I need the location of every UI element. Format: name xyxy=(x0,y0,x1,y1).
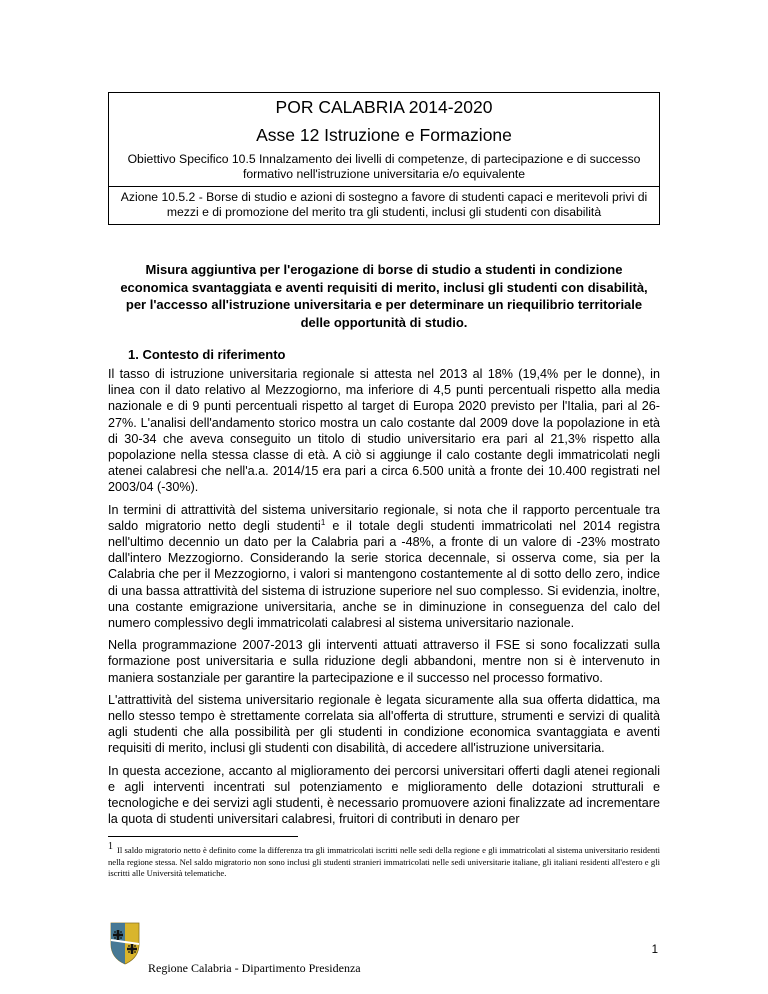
paragraph-part: In termini di attrattività del sistema universitario regionale, si nota che il rapporto percentuale tra saldo migratorio netto degli studenti xyxy=(108,502,660,533)
document-title: POR CALABRIA 2014-2020 xyxy=(275,97,493,117)
footnote-text: Il saldo migratorio netto è definito come la differenza tra gli immatricolati iscritti nelle sedi della regione e gli immatricolati al sistema universitario residenti nella regione stessa. Nel saldo migratorio non sono inclusi gli studenti stranieri immatricolati nelle sedi universitarie italiane, gli italiani residenti all'estero e gli iscritti alle Università telematiche. xyxy=(108,845,660,878)
azione-text: Azione 10.5.2 - Borse di studio e azioni di sostegno a favore di studenti capaci e meritevoli privi di mezzi e di promozione del merito tra gli studenti, inclusi gli studenti con disabilità xyxy=(109,186,659,224)
asse-title: Asse 12 Istruzione e Formazione xyxy=(256,125,512,145)
misura-title: Misura aggiuntiva per l'erogazione di borse di studio a studenti in condizione economica svantaggiata e aventi requisiti di merito, inclusi gli studenti con disabilità, per l'accesso all'istruzione universitaria e per determinare un riequilibrio territoriale delle opportunità di studio. xyxy=(120,262,648,330)
paragraph: In questa accezione, accanto al miglioramento dei percorsi universitari offerti dagli atenei regionali e agli interventi incentrati sul potenziamento e miglioramento delle dotazioni strutturali e tecnologiche e dei servizi agli studenti, è necessario promuovere azioni finalizzate ad incrementare la quota di studenti universitari calabresi, fruitori di contributi in denaro per xyxy=(108,763,660,827)
obiettivo-specifico: Obiettivo Specifico 10.5 Innalzamento dei livelli di competenze, di partecipazione e di successo formativo nell'istruzione universitaria e/o equivalente xyxy=(127,152,641,181)
paragraph: L'attrattività del sistema universitario regionale è legata sicuramente alla sua offerta didattica, ma nello stesso tempo è strettamente correlata sia all'offerta di strutture, strumenti e servizi di qualità agli studenti che alla possibilità per gli studenti in condizione economica svantaggiata e aventi requisiti di merito, inclusi gli studenti con disabilità, di accedere all'istruzione universitaria. xyxy=(108,692,660,756)
paragraph: Il tasso di istruzione universitaria regionale si attesta nel 2013 al 18% (19,4% per le donne), in linea con il dato relativo al Mezzogiorno, ma inferiore di 4,5 punti percentuali rispetto alla media nazionale e di 9 punti percentuali rispetto al target di Europa 2020 previsto per l'Italia, pari al 26-27%. L'analisi dell'andamento storico mostra un calo costante dal 2009 dove la popolazione in età di 30-34 che aveva conseguito un titolo di studio universitario era pari al 21,3% rispetto alla popolazione nella stessa classe di età. A ciò si aggiunge il calo costante degli immatricolati negli atenei calabresi che nell'a.a. 2014/15 era pari a circa 6.500 unità a fronte dei 10.400 registrati nel 2003/04 (-30%). xyxy=(108,367,660,495)
footnote-divider xyxy=(108,836,298,837)
section-heading: 1. Contesto di riferimento xyxy=(128,347,286,362)
regione-calabria-crest-icon xyxy=(108,920,142,966)
header-box xyxy=(108,92,660,225)
footnote-ref[interactable]: 1 xyxy=(320,517,326,527)
paragraph: Nella programmazione 2007-2013 gli interventi attuati attraverso il FSE si sono focalizzati sulla formazione post universitaria e sulla riduzione degli abbandoni, mentre non si è intervenuto in maniera sostanziale per garantire la partecipazione e il successo nel processo formativo. xyxy=(108,638,660,685)
footer-organization: Regione Calabria - Dipartimento Presidenza xyxy=(148,961,361,975)
paragraph xyxy=(108,502,660,632)
page-number: 1 xyxy=(651,944,658,956)
footnote xyxy=(108,841,660,880)
header-top xyxy=(109,93,659,186)
section-content xyxy=(108,366,660,833)
footnote-number: 1 xyxy=(108,841,113,853)
paragraph-part: e il totale degli studenti immatricolati nel 2014 registra nell'ultimo decennio un dato per la Calabria pari a -48%, a fronte di un valore di -23% mostrato dall'intero Mezzogiorno. Considerando la serie storica decennale, si osserva come, sia per la Calabria che per il Mezzogiorno, i valori si mantengono costantemente al di sotto dello zero, indice di una bassa attrattività del sistema di istruzione superiore nel suo complesso. Si evidenzia, inoltre, una costante emigrazione universitaria, anche se in diminuzione in conseguenza del calo del numero complessivo degli immatricolati calabresi al sistema universitario nazionale. xyxy=(108,518,661,631)
